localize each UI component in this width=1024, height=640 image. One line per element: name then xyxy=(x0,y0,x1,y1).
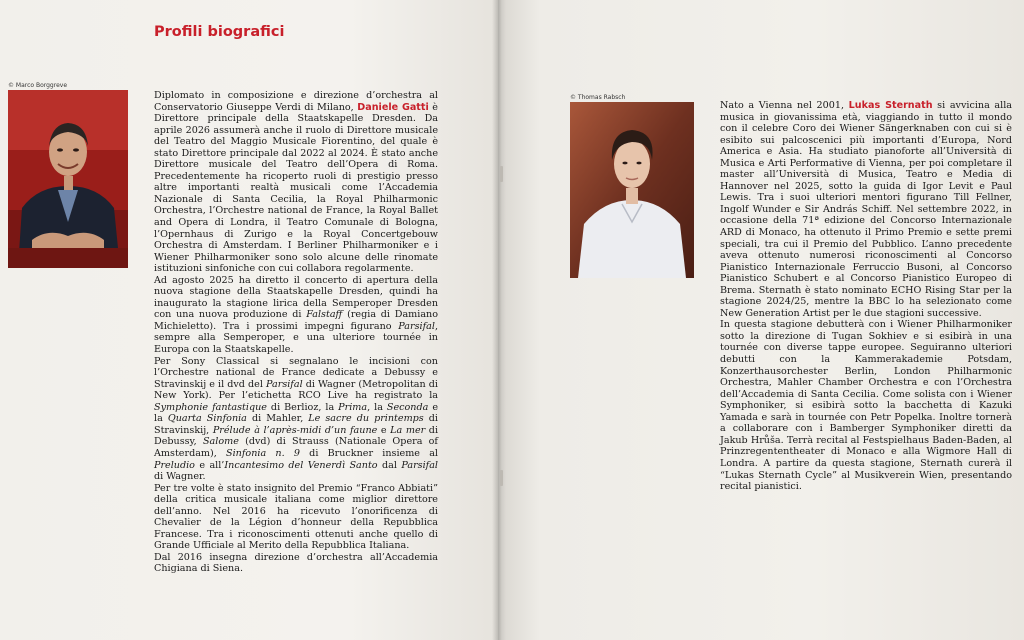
gatti-paragraph xyxy=(154,275,438,356)
work-title: Salome xyxy=(202,436,239,448)
right-page xyxy=(498,0,1024,640)
work-title: Symphonie fantastique xyxy=(154,401,267,413)
sternath-paragraph xyxy=(720,100,1012,319)
text-run: Ad agosto 2025 ha diretto il concerto di apertura della nuova stagione della Staatskapelle Dresden, quindi ha inaugurato la stagione lirica della Semperoper Dresden con una nuova produzione di xyxy=(154,274,438,321)
work-title: Parsifal xyxy=(401,459,439,471)
text-run: di Debussy, xyxy=(154,424,439,448)
text-run: di Bruckner insieme al xyxy=(299,447,438,459)
work-title: Sinfonia n. 9 xyxy=(226,447,300,459)
gatti-paragraph xyxy=(154,483,438,552)
lukas-sternath-biography xyxy=(720,100,1012,493)
work-title: Prélude à l’après-midi d’un faune xyxy=(212,424,378,436)
work-title: Le sacre du printemps xyxy=(308,413,424,425)
work-title: Incantesimo del Venerdì Santo xyxy=(224,459,378,471)
work-title: Parsifal xyxy=(265,378,303,390)
text-run: di Wagner. xyxy=(154,471,206,483)
daniele-gatti-portrait-icon xyxy=(8,90,128,268)
sternath-paragraph xyxy=(720,319,1012,492)
text-run: Per tre volte è stato insignito del Premio “Franco Abbiati” della critica musicale italiana come miglior direttore dell’anno. Nel 2016 ha ricevuto l’onorificenza di Chevalier de la Légion d’honneur della Repubblica Francese. Tra i riconoscimenti ottenuti anche quello di Grande Ufficiale al Merito della Repubblica Italiana. xyxy=(154,482,438,552)
text-run: di Stravinskij, xyxy=(154,413,438,436)
gatti-paragraph xyxy=(154,90,438,275)
text-run: Per Sony Classical si segnalano le incisioni con l’Orchestre national de France dedicate a Debussy e Stravinskij e il dvd del xyxy=(154,355,438,390)
book-spine xyxy=(492,0,506,640)
left-page xyxy=(0,0,498,640)
text-run: di Wagner (Metropolitan di New York). Per l’etichetta RCO Live ha registrato la xyxy=(154,378,438,402)
page-heading: Profili biografici xyxy=(154,24,285,40)
daniele-gatti-biography xyxy=(154,90,438,575)
text-run: di Berlioz, la xyxy=(266,401,339,413)
gatti-paragraph xyxy=(154,356,438,483)
lukas-sternath-photo xyxy=(570,102,694,278)
text-run: (regia di Damiano Michieletto). Tra i prossimi impegni figurano xyxy=(154,309,439,332)
text-run: e all’ xyxy=(194,459,225,471)
work-title: Seconda xyxy=(386,401,429,413)
text-run: , la xyxy=(367,401,387,413)
work-title: Falstaff xyxy=(306,309,343,321)
text-run: In questa stagione debutterà con i Wiener Philharmoniker sotto la direzione di Tugan Sokhiev e si esibirà in una tournée con diverse tappe europee. Seguiranno ulteriori debutti con la Kammerakademie Potsdam, Konzerthausorchester Berlin, London Philharmonic Orchestra, Mahler Chamber Orchestra e con l’Orchestra dell’Accademia di Santa Cecilia. Come solista con i Wiener Symphoniker, si esibirà sotto la bacchetta di Kazuki Yamada e sarà in tournée con Petr Popelka. Inoltre tornerà a collaborare con i Bamberger Symphoniker diretti da Jakub Hrůša. Terrà recital al Festspielhaus Baden-Baden, al Prinzregententheater di Monaco e alla Wigmore Hall di Londra. A partire da questa stagione, Sternath curerà il “Lukas Sternath Cycle” al Musikverein Wien, presentando recital pianistici. xyxy=(720,319,1012,493)
text-run: si avvicina alla musica in giovanissima età, viaggiando in tutto il mondo con il celebre Coro dei Wiener Sängerknaben con cui si è esibito sui palcoscenici più importanti d’Europa, Nord America e Asia. Ha studiato pianoforte all’Università di Musica e Arti Performative di Vienna, per poi completare il master all’Università di Musica, Teatro e Media di Hannover nel 2025, sotto la guida di Igor Levit e Paul Lewis. Tra i suoi ulteriori mentori figurano Till Fellner, Ingolf Wunder e Sir András Schiff. Nel settembre 2022, in occasione della 71ª edizione del Concorso Internazionale ARD di Monaco, ha ottenuto il Primo Premio e sette premi speciali, tra cui il Premio del Pubblico. L’anno precedente aveva ottenuto numerosi riconoscimenti al Concorso Pianistico Internazionale Ferruccio Busoni, al Concorso Pianistico Schubert e al Concorso Pianistico Europeo di Brema. Sternath è stato nominato ECHO Rising Star per la stagione 2024/25, mentre la BBC lo ha selezionato come New Generation Artist per le due stagioni successive. xyxy=(720,100,1013,319)
work-title: Prima xyxy=(338,401,368,413)
work-title: Quarta Sinfonia xyxy=(167,413,247,425)
work-title: La mer xyxy=(390,424,426,436)
artist-name: Lukas Sternath xyxy=(848,100,933,111)
work-title: Parsifal xyxy=(398,320,435,332)
lukas-sternath-portrait-icon xyxy=(570,102,694,278)
text-run: e la xyxy=(154,401,438,425)
sternath-photo-credit: © Thomas Rabsch xyxy=(570,94,626,101)
text-run: , sempre alla Semperoper, e una ulteriore tournée in Europa con la Staatskapelle. xyxy=(154,320,438,356)
gatti-paragraph xyxy=(154,552,438,575)
text-run: e xyxy=(377,424,391,436)
text-run: Diplomato in composizione e direzione d’orchestra al Conservatorio Giuseppe Verdi di Milano, xyxy=(154,90,438,113)
daniele-gatti-photo xyxy=(8,90,128,268)
text-run: è Direttore principale della Staatskapelle Dresden. Da aprile 2026 assumerà anche il ruolo di Direttore musicale del Teatro del Maggio Musicale Fiorentino, del quale è stato Direttore principale dal 2022 al 2024. È stato anche Direttore musicale del Teatro dell’Opera di Roma. Precedentemente ha ricoperto ruoli di prestigio presso altre importanti realtà musicali come l’Accademia Nazionale di Santa Cecilia, la Royal Philharmonic Orchestra, l’Orchestre national de France, la Royal Ballet and Opera di Londra, il Teatro Comunale di Bologna, l’Opernhaus di Zurigo e la Royal Concertgebouw Orchestra di Amsterdam. I Berliner Philharmoniker e i Wiener Philharmoniker sono solo alcune delle rinomate istituzioni sinfoniche con cui collabora regolarmente. xyxy=(154,101,438,275)
text-run: dal xyxy=(377,459,402,471)
text-run: Dal 2016 insegna direzione d’orchestra all’Accademia Chigiana di Siena. xyxy=(154,551,438,575)
artist-name: Daniele Gatti xyxy=(357,101,429,113)
staple xyxy=(500,166,503,182)
work-title: Preludio xyxy=(154,459,195,471)
text-run: Nato a Vienna nel 2001, xyxy=(720,100,849,111)
gatti-photo-credit: © Marco Borggreve xyxy=(8,82,68,89)
text-run: di Mahler, xyxy=(246,413,309,425)
staple xyxy=(500,470,503,486)
text-run: (dvd) di Strauss (Nationale Opera of Amsterdam), xyxy=(154,436,438,459)
